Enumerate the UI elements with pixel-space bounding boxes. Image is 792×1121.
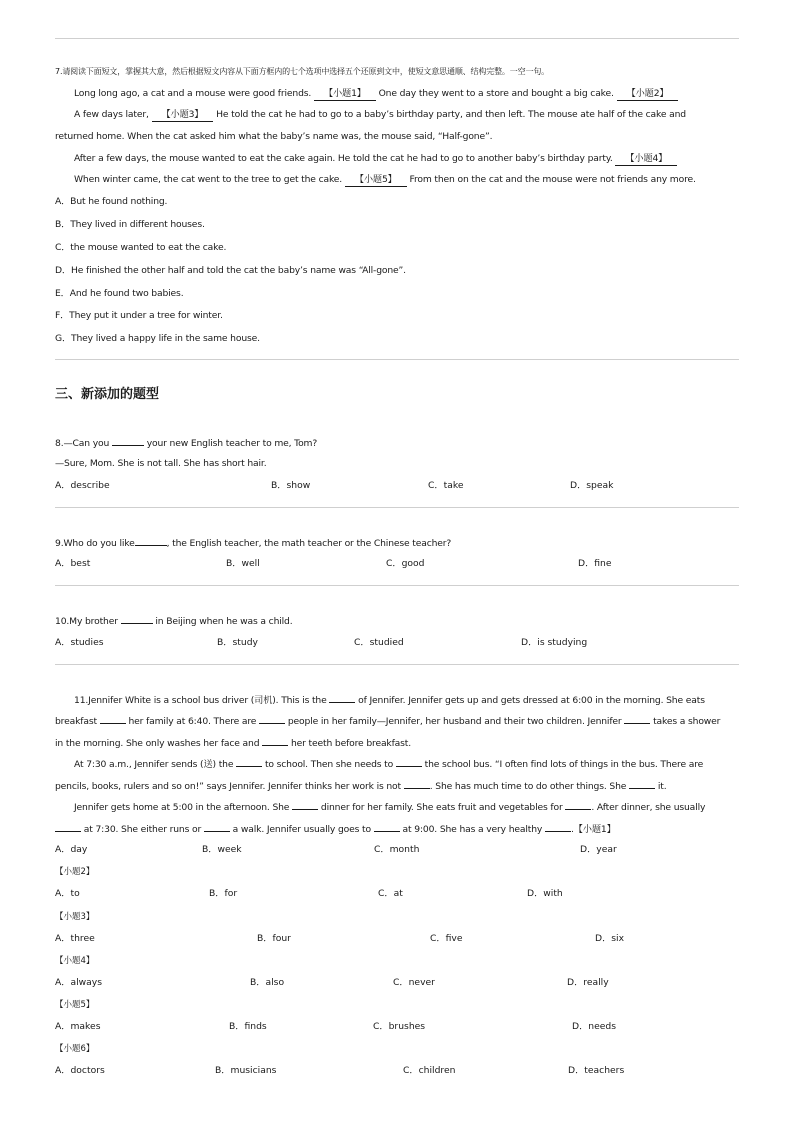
q11-sub6-option-a: A．doctors [55, 1065, 105, 1076]
q10-text: in Beijing when he was a child. [155, 616, 293, 627]
q9-option-d: D．fine [578, 558, 612, 569]
q11-text: of Jennifer. Jennifer gets up and gets dressed at 6:00 in the morning. She eats [358, 695, 705, 706]
q11-sub3-option-b: B．four [257, 933, 291, 944]
divider [55, 585, 739, 586]
q7-paragraph-4 [74, 174, 696, 187]
q11-text: takes a shower [653, 716, 721, 727]
q11-text: her teeth before breakfast. [290, 738, 412, 749]
q9-text: , the English teacher, the math teacher or the Chinese teacher? [166, 538, 452, 549]
q11-text: . After dinner, she usually [591, 802, 706, 813]
q7-text: A few days later, [74, 109, 149, 120]
q11-line-1 [74, 693, 705, 707]
q11-text: her family at 6:40. There are [128, 716, 257, 727]
q11-sub5-option-d: D．needs [572, 1021, 617, 1032]
q11-line-3 [55, 736, 411, 750]
q11-line-2 [55, 714, 720, 728]
q7-text: He told the cat he had to go to a baby’s birthday party, and then left. The mouse ate half of the cake and [216, 109, 686, 120]
answer-blank [329, 693, 355, 703]
section-title: 三、新添加的题型 [55, 387, 160, 402]
answer-blank [624, 714, 650, 724]
answer-blank [262, 736, 288, 746]
q8-text: 8.—Can you [55, 438, 110, 449]
q11-sub1-option-d: D．year [580, 844, 617, 855]
q7-paragraph-2-cont: returned home. When the cat asked him what the baby’s name was, the mouse said, “Half-gone”. [55, 131, 493, 142]
blank-tag-1: 【小题1】 [314, 88, 376, 101]
q11-sub6-option-b: B．musicians [215, 1065, 277, 1076]
q11-text: . She has much time to do other things. She [429, 781, 627, 792]
q11-sub4-option-a: A．always [55, 977, 103, 988]
answer-blank [259, 714, 285, 724]
divider [55, 359, 739, 360]
q11-sub2-label: 【小题2】 [55, 867, 95, 877]
q11-text: Jennifer gets home at 5:00 in the afternoon. She [74, 802, 290, 813]
divider [55, 38, 739, 39]
q8-text: your new English teacher to me, Tom? [146, 438, 318, 449]
q11-sub6-label: 【小题6】 [55, 1044, 95, 1054]
divider [55, 507, 739, 508]
q11-sub3-option-c: C．five [430, 933, 463, 944]
answer-blank [292, 800, 318, 810]
q7-option-g: G．They lived a happy life in the same house. [55, 333, 260, 344]
q7-text: When winter came, the cat went to the tree to get the cake. [74, 174, 343, 185]
q11-sub1-option-a: A．day [55, 844, 88, 855]
q11-line-4 [74, 757, 703, 771]
q11-sub4-option-c: C．never [393, 977, 435, 988]
q11-sub5-option-a: A．makes [55, 1021, 101, 1032]
blank-tag-3: 【小题3】 [152, 109, 214, 122]
q10-stem [55, 614, 293, 628]
q10-option-d: D．is studying [521, 637, 588, 648]
q11-text: at 9:00. She has a very healthy [402, 824, 543, 835]
q7-instruction: 7.请阅读下面短文，掌握其大意，然后根据短文内容从下面方框内的七个选项中选择五个还原到文中，使短文意思通顺、结构完整。一空一句。 [55, 67, 550, 76]
q11-sub3-option-a: A．three [55, 933, 95, 944]
q11-text: a walk. Jennifer usually goes to [232, 824, 371, 835]
q11-sub2-option-a: A．to [55, 888, 80, 899]
q7-option-f: F．They put it under a tree for winter. [55, 310, 223, 321]
q7-paragraph-1 [74, 88, 678, 101]
q11-text: 11.Jennifer White is a school bus driver (司机). This is the [74, 695, 327, 706]
q11-text: the school bus. “I often find lots of things in the bus. There are [424, 759, 704, 770]
answer-blank [55, 822, 81, 832]
q11-sub1-option-c: C．month [374, 844, 420, 855]
q11-text: pencils, books, rulers and so on!” says Jennifer. Jennifer thinks her work is not [55, 781, 401, 792]
q11-sub6-option-c: C．children [403, 1065, 456, 1076]
q11-sub2-option-b: B．for [209, 888, 238, 899]
q9-option-b: B．well [226, 558, 260, 569]
q10-option-c: C．studied [354, 637, 404, 648]
q11-text: people in her family—Jennifer, her husband and their two children. Jennifer [287, 716, 622, 727]
answer-blank [565, 800, 591, 810]
q11-sub3-option-d: D．six [595, 933, 625, 944]
answer-blank [396, 757, 422, 767]
q7-option-b: B．They lived in different houses. [55, 219, 205, 230]
q7-paragraph-3 [74, 153, 677, 166]
q11-text: it. [657, 781, 667, 792]
answer-blank [404, 779, 430, 789]
q8-option-d: D．speak [570, 480, 614, 491]
blank-tag-2: 【小题2】 [617, 88, 679, 101]
q11-text: to school. Then she needs to [264, 759, 394, 770]
q8-option-b: B．show [271, 480, 311, 491]
answer-blank [236, 757, 262, 767]
blank-tag-5: 【小题5】 [345, 174, 407, 187]
answer-blank [135, 536, 167, 546]
q11-line-6 [74, 800, 705, 814]
q8-stem [55, 436, 317, 450]
divider [55, 664, 739, 665]
answer-blank [374, 822, 400, 832]
q11-sub5-option-c: C．brushes [373, 1021, 426, 1032]
q7-option-c: C．the mouse wanted to eat the cake. [55, 242, 227, 253]
q11-text: .【小题1】 [571, 824, 616, 835]
q11-text: breakfast [55, 716, 97, 727]
q11-sub4-option-d: D．really [567, 977, 609, 988]
q8-reply: —Sure, Mom. She is not tall. She has short hair. [55, 458, 267, 469]
q7-option-a: A．But he found nothing. [55, 196, 168, 207]
q7-text: One day they went to a store and bought a big cake. [378, 88, 614, 99]
q9-stem [55, 536, 451, 550]
q7-paragraph-2 [74, 109, 686, 122]
answer-blank [629, 779, 655, 789]
q11-sub6-option-d: D．teachers [568, 1065, 625, 1076]
answer-blank [121, 614, 153, 624]
q11-sub4-option-b: B．also [250, 977, 285, 988]
q7-text: Long long ago, a cat and a mouse were good friends. [74, 88, 312, 99]
q11-text: at 7:30. She either runs or [83, 824, 202, 835]
answer-blank [545, 822, 571, 832]
q11-sub5-option-b: B．finds [229, 1021, 267, 1032]
q9-option-c: C．good [386, 558, 425, 569]
q10-text: 10.My brother [55, 616, 118, 627]
q11-text: At 7:30 a.m., Jennifer sends (送) the [74, 759, 234, 770]
q11-sub2-option-c: C．at [378, 888, 403, 899]
q11-sub1-option-b: B．week [202, 844, 242, 855]
q7-text: After a few days, the mouse wanted to eat the cake again. He told the cat he had to go to another baby’s birthday party. [74, 153, 613, 164]
answer-blank [204, 822, 230, 832]
blank-tag-4: 【小题4】 [615, 153, 677, 166]
q11-line-5 [55, 779, 666, 793]
q10-option-b: B．study [217, 637, 258, 648]
q9-option-a: A．best [55, 558, 91, 569]
q11-sub3-label: 【小题3】 [55, 912, 95, 922]
q11-line-7 [55, 822, 616, 836]
q11-text: in the morning. She only washes her face and [55, 738, 260, 749]
answer-blank [100, 714, 126, 724]
q11-sub5-label: 【小题5】 [55, 1000, 95, 1010]
q9-text: 9.Who do you like [55, 538, 135, 549]
q7-text: From then on the cat and the mouse were not friends any more. [409, 174, 696, 185]
q7-option-d: D．He finished the other half and told the cat the baby’s name was “All-gone”. [55, 265, 406, 276]
answer-blank [112, 436, 144, 446]
q11-text: dinner for her family. She eats fruit and vegetables for [320, 802, 563, 813]
q11-sub2-option-d: D．with [527, 888, 563, 899]
q8-option-a: A．describe [55, 480, 110, 491]
q7-option-e: E．And he found two babies. [55, 288, 184, 299]
q11-sub4-label: 【小题4】 [55, 956, 95, 966]
q10-option-a: A．studies [55, 637, 104, 648]
q8-option-c: C．take [428, 480, 464, 491]
